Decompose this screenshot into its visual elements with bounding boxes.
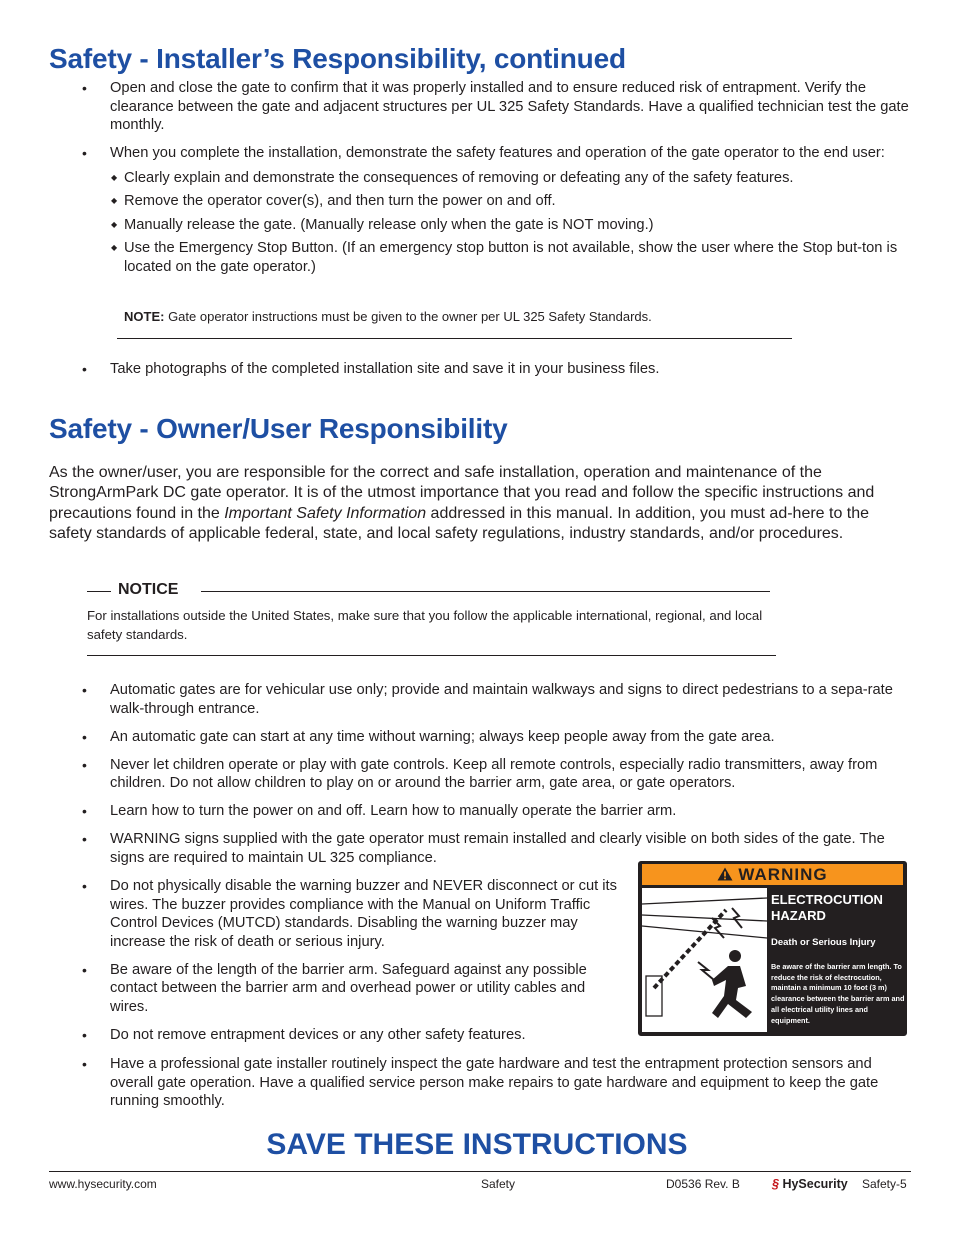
list-item: • Learn how to turn the power on and off. Learn how to manually operate the barrier arm. (49, 802, 911, 821)
hysecurity-logo: § HySecurity (772, 1177, 848, 1191)
warning-header: WARNING (642, 864, 903, 885)
list-item: • WARNING signs supplied with the gate operator must remain installed and clearly visible on both sides of the gate. The signs are required to maintain UL 325 compliance. (49, 830, 911, 867)
hazard-title: ELECTROCUTION HAZARD (771, 892, 883, 923)
demo-sub-list (110, 169, 911, 277)
warning-text (771, 892, 905, 1026)
electrocution-icon (642, 888, 767, 1032)
notice-label: NOTICE (118, 581, 179, 598)
note-text: Gate operator instructions must be given to the owner per UL 325 Safety Standards. (164, 309, 652, 324)
list-item: ◆ Manually release the gate. (Manually release only when the gate is NOT moving.) (110, 216, 911, 235)
list-item: ◆ Use the Emergency Stop Button. (If an emergency stop button is not available, show the user where the Stop but-ton is located on the gate operator.) (110, 239, 911, 276)
list-item: • Have a professional gate installer routinely inspect the gate hardware and test the entrapment protection sensors and overall gate operation. Have a qualified service person make repairs to gate hardware and equipment to keep the gate running smoothly. (49, 1055, 911, 1111)
list-item: • Automatic gates are for vehicular use only; provide and maintain walkways and signs to direct pedestrians to a sepa-rate walk-through entrance. (49, 681, 911, 718)
list-item: ◆ Remove the operator cover(s), and then turn the power on and off. (110, 192, 911, 211)
footer-rule (49, 1171, 911, 1172)
warning-sign (638, 861, 907, 1036)
list-item: • An automatic gate can start at any time without warning; always keep people away from the gate area. (49, 728, 911, 747)
note-box (124, 309, 652, 324)
footer-doc-number: D0536 Rev. B (666, 1177, 740, 1191)
owner-bullet-list-final (49, 1055, 911, 1120)
list-item: • Take photographs of the completed installation site and save it in your business files. (49, 360, 911, 379)
footer-section: Safety (481, 1177, 516, 1191)
hazard-severity: Death or Serious Injury (771, 937, 876, 948)
owner-bullet-list (49, 681, 911, 877)
owner-bullet-list-narrow (49, 877, 621, 1054)
installer-bullet-list (49, 79, 911, 286)
electrocution-pictogram (642, 888, 767, 1032)
notice-header (87, 580, 770, 602)
notice-rule (87, 655, 776, 656)
save-instructions-heading: SAVE THESE INSTRUCTIONS (266, 1128, 688, 1161)
installer-bullet-list-2 (49, 360, 911, 388)
owner-paragraph: As the owner/user, you are responsible for the correct and safe installation, operation and maintenance of the StrongArmPark DC gate operator. It is of the utmost importance that you read and follow the specific instructions and precautions found in the Important Safety Information addressed in this manual. In addition, you must ad-here to the safety standards of applicable federal, state, and local safety regulations, industry standards, and/or procedures. (49, 464, 875, 542)
hazard-instructions: Be aware of the barrier arm length. To reduce the risk of electrocution, maintain a minimum 10 foot (3 m) clearance between the barrier arm and all electrical utility lines and equipment. (771, 962, 905, 1025)
list-item: ◆ Clearly explain and demonstrate the consequences of removing or defeating any of the safety features. (110, 169, 911, 188)
list-item: • Be aware of the length of the barrier arm. Safeguard against any possible contact between the barrier arm and overhead power or utility cables and wires. (49, 961, 621, 1017)
list-item: • Never let children operate or play with gate controls. Keep all remote controls, especially radio transmitters, away from children. Do not allow children to play on or around the barrier arm, gate area, or gate operators. (49, 756, 911, 793)
footer-page-number: Safety-5 (862, 1177, 907, 1191)
list-item: • Do not remove entrapment devices or any other safety features. (49, 1026, 621, 1045)
hysecurity-logo-icon: § (772, 1177, 779, 1191)
section-title-installer: Safety - Installer’s Responsibility, continued (49, 43, 626, 74)
warning-triangle-icon (717, 867, 733, 881)
section-title-owner: Safety - Owner/User Responsibility (49, 413, 508, 444)
notice-text: For installations outside the United States, make sure that you follow the applicable international, regional, and local safety standards. (87, 608, 763, 642)
list-item: • Do not physically disable the warning buzzer and NEVER disconnect or cut its wires. The buzzer provides compliance with the Manual on Uniform Traffic Control Devices (MUTCD) standards. Disabling the warning buzzer may increase the risk of death or serious injury. (49, 877, 621, 951)
note-label: NOTE: (124, 309, 165, 324)
list-item: • Open and close the gate to confirm that it was properly installed and to ensure reduced risk of entrapment. Verify the clearance between the gate and adjacent structures per UL 325 Safety Standards. Have a qualified technician test the gate monthly. (49, 79, 911, 135)
footer-website[interactable]: www.hysecurity.com (49, 1177, 157, 1191)
note-rule (117, 338, 792, 339)
list-item: • When you complete the installation, demonstrate the safety features and operation of the gate operator to the end user: ◆ Clearly explain and demonstrate the consequences of removing or defeating any of the safety features. ◆ Remove the operator cover(s), and then turn the power on and off. ◆ Manually release the gate. (Manually release only when the gate is NOT moving.) ◆ Use the Emergency Stop Button. (If an emergency stop button is not available, show the user where the Stop but-ton is located on the gate operator.) (49, 144, 911, 276)
